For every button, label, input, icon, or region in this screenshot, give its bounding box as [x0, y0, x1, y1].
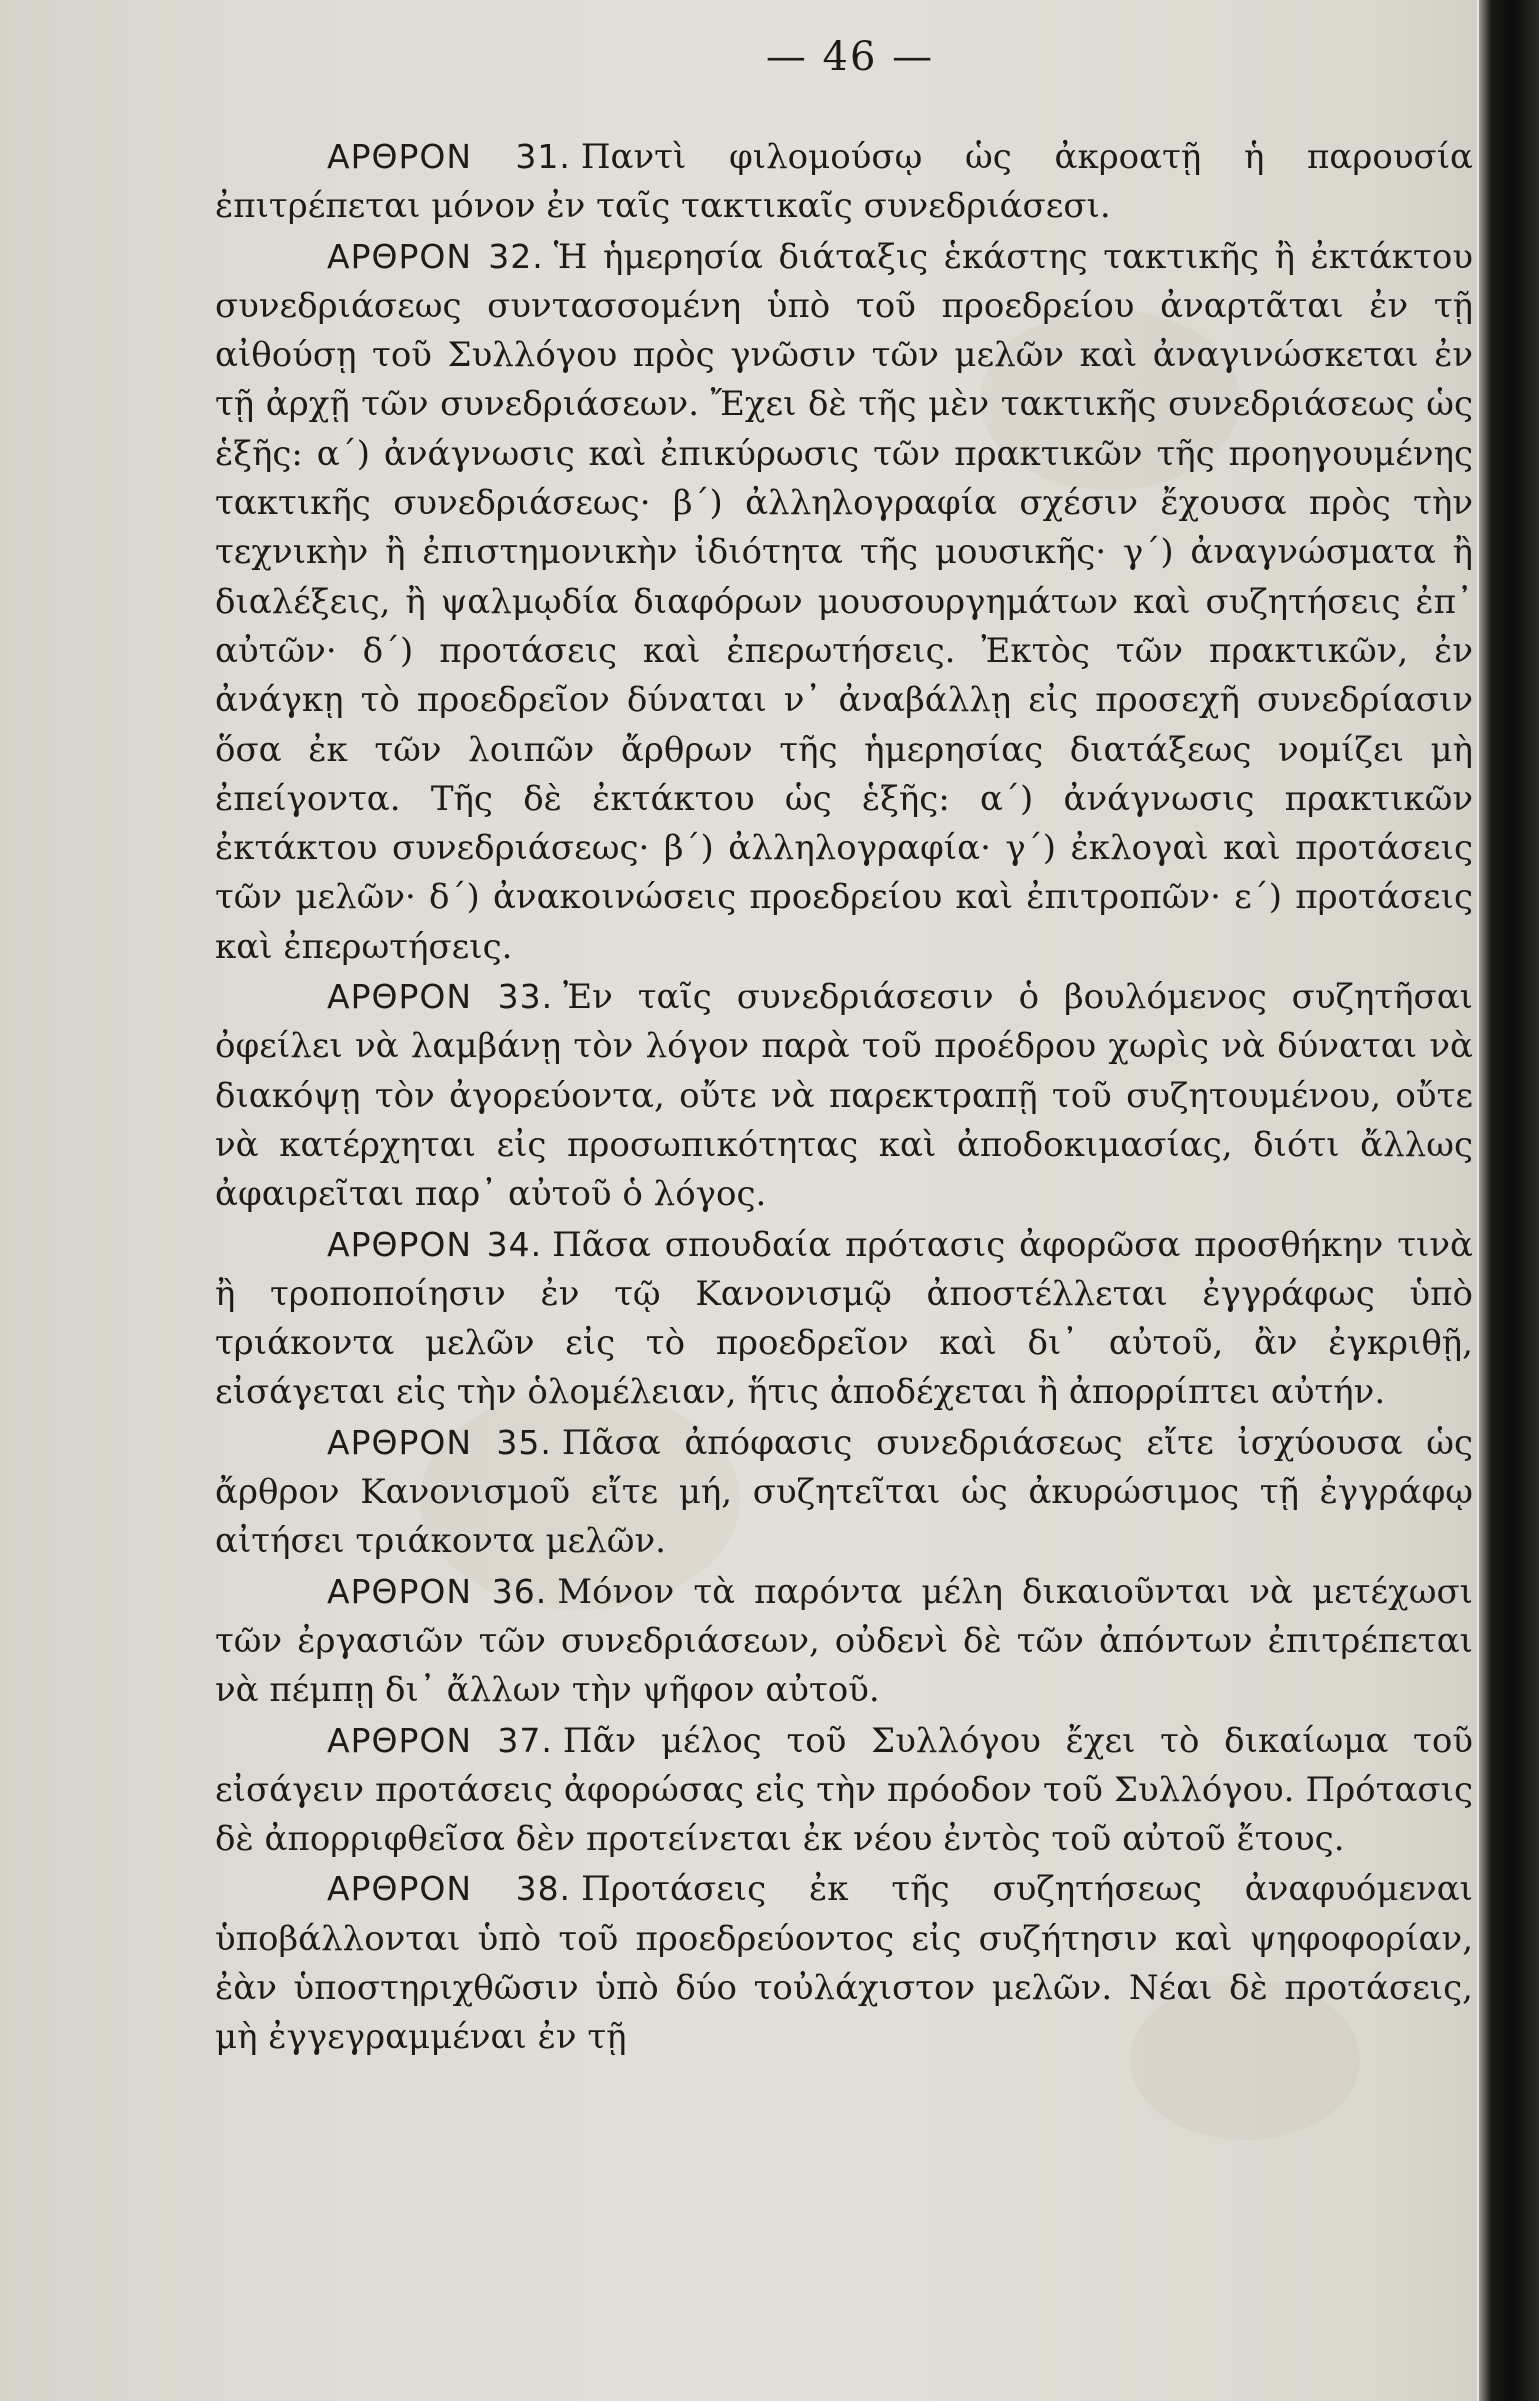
article-label: ΑΡΘΡΟΝ 38.	[327, 1869, 572, 1909]
article-label: ΑΡΘΡΟΝ 33.	[327, 977, 554, 1017]
article-text: Πᾶν μέλος τοῦ Συλλόγου ἔχει τὸ δικαίωμα τοῦ εἰσάγειν προτάσεις ἀφορώσας εἰς τὴν πρόοδον τοῦ Συλλόγου. Πρότασις δὲ ἀπορριφθεῖσα δὲν προτείνεται ἐκ νέου ἐντὸς τοῦ αὐτοῦ ἔτους.	[215, 1720, 1474, 1860]
article-35	[215, 1418, 1473, 1567]
article-38	[215, 1864, 1473, 2062]
page-body	[215, 132, 1473, 2063]
article-37	[215, 1716, 1473, 1865]
article-text: Πᾶσα σπουδαία πρότασις ἀφορῶσα προσθήκην τινὰ ἢ τροποποίησιν ἐν τῷ Κανονισμῷ ἀποστέλλεται ἐγγράφως ὑπὸ τριάκοντα μελῶν εἰς τὸ προεδρεῖον καὶ δι᾽ αὐτοῦ, ἂν ἐγκριθῇ, εἰσάγεται εἰς τὴν ὁλομέλειαν, ἥτις ἀποδέχεται ἢ ἀπορρίπτει αὐτήν.	[215, 1224, 1474, 1413]
article-label: ΑΡΘΡΟΝ 35.	[327, 1422, 552, 1462]
article-text: Πᾶσα ἀπόφασις συνεδριάσεως εἴτε ἰσχύουσα ὡς ἄρθρον Κανονισμοῦ εἴτε μή, συζητεῖται ὡς ἀκυρώσιμος τῇ ἐγγράφῳ αἰτήσει τριάκοντα μελῶν.	[215, 1422, 1473, 1562]
article-text: Μόνον τὰ παρόντα μέλη δικαιοῦνται νὰ μετέχωσι τῶν ἐργασιῶν τῶν συνεδριάσεων, οὐδενὶ δὲ τῶν ἀπόντων ἐπιτρέπεται νὰ πέμπῃ δι᾽ ἄλλων τὴν ψῆφον αὐτοῦ.	[215, 1571, 1474, 1711]
article-32	[215, 232, 1473, 972]
article-text: Παντὶ φιλομούσῳ ὡς ἀκροατῇ ἡ παρουσία ἐπιτρέπεται μόνον ἐν ταῖς τακτικαῖς συνεδριάσεσι.	[215, 137, 1473, 227]
article-label: ΑΡΘΡΟΝ 36.	[327, 1571, 548, 1611]
article-34	[215, 1220, 1473, 1418]
article-36	[215, 1567, 1473, 1716]
article-33	[215, 972, 1473, 1219]
page-number: — 46 —	[765, 34, 935, 80]
article-text: Ἐν ταῖς συνεδριάσεσιν ὁ βουλόμενος συζητῆσαι ὀφείλει νὰ λαμβάνῃ τὸν λόγον παρὰ τοῦ προέδρου χωρὶς νὰ δύναται νὰ διακόψῃ τὸν ἀγορεύοντα, οὔτε νὰ παρεκτραπῇ τοῦ συζητουμένου, οὔτε νὰ κατέρχηται εἰς προσωπικότητας καὶ ἀποδοκιμασίας, διότι ἄλλως ἀφαιρεῖται παρ᾽ αὐτοῦ ὁ λόγος.	[215, 977, 1474, 1215]
article-label: ΑΡΘΡΟΝ 37.	[327, 1720, 553, 1760]
article-text: Προτάσεις ἐκ τῆς συζητήσεως ἀναφυόμεναι ὑποβάλλονται ὑπὸ τοῦ προεδρεύοντος εἰς συζήτησιν καὶ ψηφοφορίαν, ἐὰν ὑποστηριχθῶσιν ὑπὸ δύο τοὐλάχιστον μελῶν. Νέαι δὲ προτάσεις, μὴ ἐγγεγραμμέναι ἐν τῇ	[215, 1869, 1474, 2058]
article-label: ΑΡΘΡΟΝ 32.	[327, 236, 544, 276]
article-31	[215, 132, 1473, 232]
book-spine-shadow	[1479, 0, 1539, 2401]
article-text: Ἡ ἡμερησία διάταξις ἑκάστης τακτικῆς ἢ ἐκτάκτου συνεδριάσεως συντασσομένη ὑπὸ τοῦ προεδρείου ἀναρτᾶται ἐν τῇ αἰθούσῃ τοῦ Συλλόγου πρὸς γνῶσιν τῶν μελῶν καὶ ἀναγινώσκεται ἐν τῇ ἀρχῇ τῶν συνεδριάσεων. Ἔχει δὲ τῆς μὲν τακτικῆς συνεδριάσεως ὡς ἑξῆς: α΄) ἀνάγνωσις καὶ ἐπικύρωσις τῶν πρακτικῶν τῆς προηγουμένης τακτικῆς συνεδριάσεως· β΄) ἀλληλογραφία σχέσιν ἔχουσα πρὸς τὴν τεχνικὴν ἢ ἐπιστημονικὴν ἰδιότητα τῆς μουσικῆς· γ΄) ἀναγνώσματα ἢ διαλέξεις, ἢ ψαλμῳδία διαφόρων μουσουργημάτων καὶ συζητήσεις ἐπ᾽ αὐτῶν· δ΄) προτάσεις καὶ ἐπερωτήσεις. Ἐκτὸς τῶν πρακτικῶν, ἐν ἀνάγκῃ τὸ προεδρεῖον δύναται ν᾽ ἀναβάλλῃ εἰς προσεχῆ συνεδρίασιν ὅσα ἐκ τῶν λοιπῶν ἄρθρων τῆς ἡμερησίας διατάξεως νομίζει μὴ ἐπείγοντα. Τῆς δὲ ἐκτάκτου ὡς ἑξῆς: α΄) ἀνάγνωσις πρακτικῶν ἐκτάκτου συνεδριάσεως· β΄) ἀλληλογραφία· γ΄) ἐκλογαὶ καὶ προτάσεις τῶν μελῶν· δ΄) ἀνακοινώσεις προεδρείου καὶ ἐπιτροπῶν· ε΄) προτάσεις καὶ ἐπερωτήσεις.	[215, 236, 1473, 967]
article-label: ΑΡΘΡΟΝ 34.	[327, 1224, 543, 1264]
article-label: ΑΡΘΡΟΝ 31.	[327, 137, 571, 176]
